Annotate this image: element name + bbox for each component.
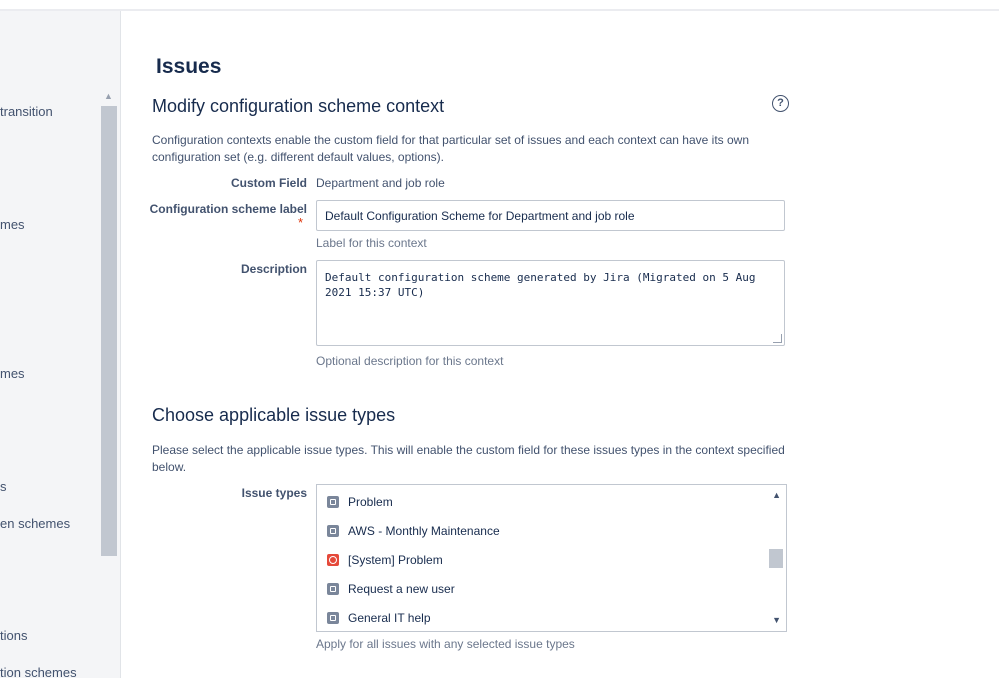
multiselect-scroll-thumb[interactable] <box>769 549 783 568</box>
description-text: Default configuration scheme generated by Jira (Migrated on 5 Aug 2021 15:37 UTC) <box>325 271 756 299</box>
custom-field-value: Department and job role <box>316 176 445 190</box>
option-label: Request a new user <box>348 582 455 596</box>
issue-type-icon <box>327 525 339 537</box>
issue-type-option[interactable] <box>327 521 500 541</box>
issue-type-option[interactable] <box>327 579 455 599</box>
option-label: General IT help <box>348 611 431 625</box>
resize-handle-icon[interactable] <box>773 334 782 343</box>
issue-type-option[interactable] <box>327 550 443 570</box>
section-title-issue-types: Choose applicable issue types <box>152 405 396 425</box>
description-textarea[interactable] <box>316 260 785 346</box>
scheme-label-label: Configuration scheme label <box>149 202 307 216</box>
issue-types-multiselect[interactable] <box>316 484 787 632</box>
issue-type-icon <box>327 612 339 624</box>
problem-icon <box>327 554 339 566</box>
scroll-up-arrow-icon[interactable]: ▲ <box>772 490 781 500</box>
sidebar-item-schemes-2[interactable]: mes <box>0 366 25 381</box>
page-title: Issues <box>156 55 222 78</box>
section-description: Configuration contexts enable the custom field for that particular set of issues and each context can have its own configuration set (e.g. different default values, options). <box>152 133 750 164</box>
sidebar-item-schemes-1[interactable]: mes <box>0 217 25 232</box>
sidebar-item-screen-schemes[interactable]: en schemes <box>0 516 71 531</box>
issue-type-icon <box>327 583 339 595</box>
option-label: [System] Problem <box>348 553 443 567</box>
admin-sidebar <box>0 11 121 678</box>
description-hint: Optional description for this context <box>316 354 504 368</box>
section-title-modify-context: Modify configuration scheme context <box>152 96 445 116</box>
top-bar <box>0 0 999 11</box>
sidebar-scroll-thumb[interactable] <box>101 106 117 556</box>
sidebar-item-s[interactable]: s <box>0 479 7 494</box>
help-icon[interactable]: ? <box>772 95 789 112</box>
issue-type-option[interactable] <box>327 608 431 628</box>
sidebar-item-transition[interactable]: transition <box>0 104 53 119</box>
sidebar-item-tion-schemes[interactable]: tion schemes <box>0 665 77 678</box>
scheme-label-hint: Label for this context <box>316 236 427 250</box>
scroll-up-arrow-icon[interactable]: ▲ <box>104 91 113 101</box>
issue-types-description: Please select the applicable issue types. This will enable the custom field for these issues types in the context specified below. <box>152 443 785 474</box>
option-label: AWS - Monthly Maintenance <box>348 524 500 538</box>
issue-type-icon <box>327 496 339 508</box>
description-label: Description <box>240 262 307 276</box>
sidebar-item-tions[interactable]: tions <box>0 628 28 643</box>
issue-type-option[interactable] <box>327 492 393 512</box>
required-marker: * <box>298 215 304 230</box>
custom-field-label: Custom Field <box>230 176 307 190</box>
issue-types-label: Issue types <box>241 486 307 500</box>
scroll-down-arrow-icon[interactable]: ▼ <box>772 615 781 625</box>
issue-types-hint: Apply for all issues with any selected issue types <box>316 637 575 651</box>
option-label: Problem <box>348 495 393 509</box>
scheme-label-input[interactable]: Default Configuration Scheme for Department and job role <box>316 200 785 231</box>
